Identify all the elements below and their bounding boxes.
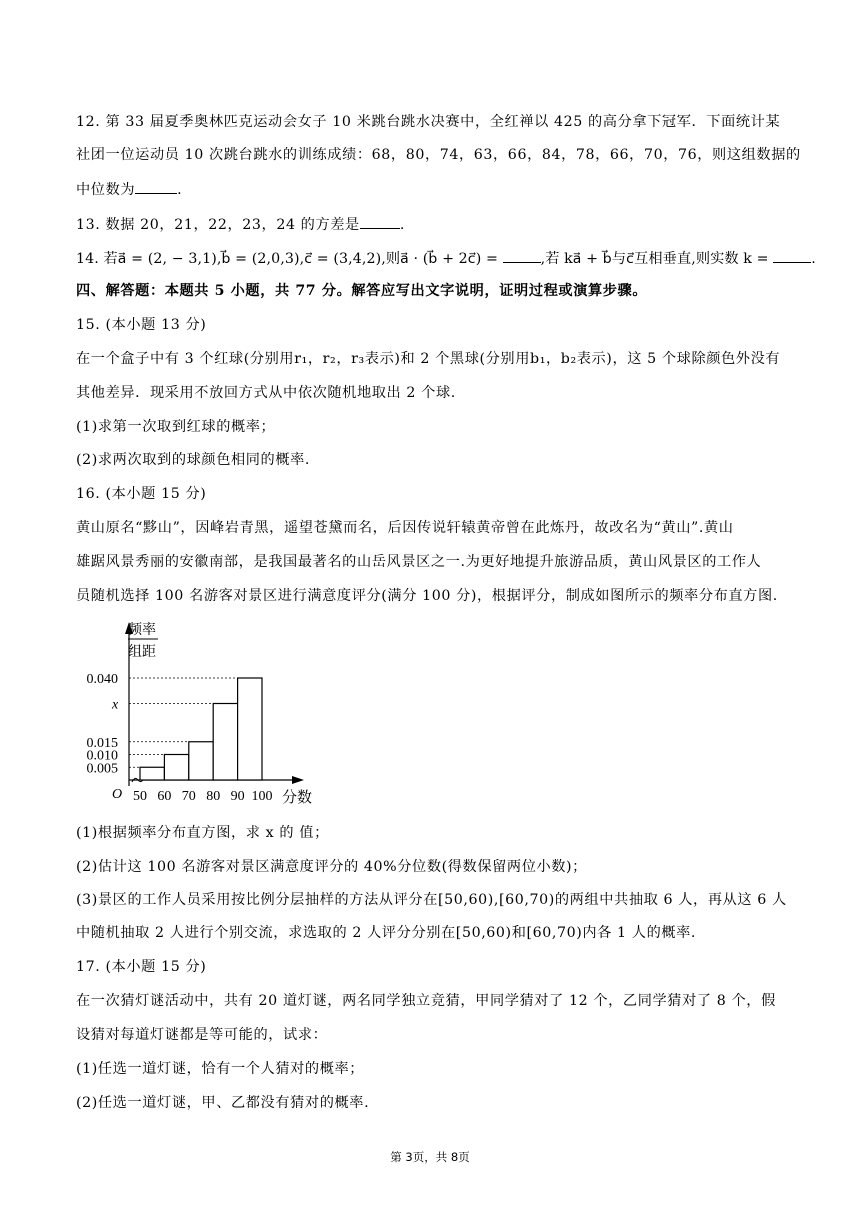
q12-line3-text: 中位数为 [76,182,136,198]
y-label-top: 频率 [128,623,156,638]
x-tick-label: 100 [251,789,273,804]
answer-blank [360,214,400,229]
y-tick-label: 0.010 [86,748,118,764]
q13-text: 13. 数据 20，21，22，23，24 的方差是 [76,217,360,233]
histogram-bar [189,742,213,780]
q14-end: . [811,251,816,267]
q16-head: 16. (本小题 15 分) [76,486,207,502]
q12-line3-end: . [177,182,183,198]
q17-part2: (2)任选一道灯谜，甲、乙都没有猜对的概率. [76,1095,370,1111]
histogram-bar [238,678,262,780]
answer-blank [773,248,811,263]
x-tick-label: 70 [181,789,196,804]
q16-part3-line2: 中随机抽取 2 人进行个别交流，求选取的 2 人评分分别在[50,60)和[60,70)内各 1 人的概率. [76,925,697,941]
q14-text: 14. 若a⃗ = (2, − 3,1),b⃗ = (2,0,3),c⃗ = (3,4,2),则a⃗ · (b⃗ + 2c⃗) = [76,251,498,267]
q16-part3-line1: (3)景区的工作人员采用按比例分层抽样的方法从评分在[50,60),[60,70)的两组中共抽取 6 人，再从这 6 人 [76,892,787,908]
q14-mid: ,若 ka⃗ + b⃗与c⃗互相垂直,则实数 k = [540,251,769,267]
histogram-chart [76,612,336,812]
q16-line2: 雄踞风景秀丽的安徽南部，是我国最著名的山岳风景区之一.为更好地提升旅游品质，黄山风景区的工作人 [76,554,762,570]
q17-part1: (1)任选一道灯谜，恰有一个人猜对的概率； [76,1061,365,1077]
q12-line1: 12. 第 33 届夏季奥林匹克运动会女子 10 米跳台跳水决赛中，全红禅以 425 的高分拿下冠军．下面统计某 [76,114,781,130]
y-tick-label: 0.005 [86,761,118,777]
q13-end: . [399,217,405,233]
histogram-bar [164,755,188,781]
q15-line1: 在一个盒子中有 3 个红球(分别用r₁，r₂，r₃表示)和 2 个黑球(分别用b₁，b₂表示)，这 5 个球除颜色外没有 [76,351,781,367]
histogram-bar [140,767,164,780]
y-tick-label: 0.015 [86,735,118,751]
x-tick-label: 90 [230,789,245,804]
q15-part2: (2)求两次取到的球颜色相同的概率. [76,452,311,468]
origin-label: O [112,787,123,802]
q16-part1: (1)根据频率分布直方图，求 x 的 值； [76,825,329,841]
q16-line3: 员随机选择 100 名游客对景区进行满意度评分(满分 100 分)，根据评分，制成如图所示的频率分布直方图. [76,588,778,604]
answer-blank [503,248,541,263]
q15-part1: (1)求第一次取到红球的概率； [76,419,276,435]
y-label-bottom: 组距 [128,645,156,660]
x-axis-label: 分数 [282,790,313,806]
x-tick-label: 80 [206,789,221,804]
x-tick-label: 60 [157,789,172,804]
page-footer: 第 3页，共 8页 [390,1150,470,1164]
q12-line3 [76,179,788,200]
q14-line [76,248,816,269]
q17-head: 17. (本小题 15 分) [76,959,207,975]
section-heading: 四、解答题：本题共 5 小题，共 77 分。解答应写出文字说明，证明过程或演算步骤。 [76,283,648,299]
q16-line1: 黄山原名“黟山”，因峰岩青黑，遥望苍黛而名，后因传说轩辕黄帝曾在此炼丹，故改名为“黄山”.黄山 [76,520,734,536]
q15-line2: 其他差异．现采用不放回方式从中依次随机地取出 2 个球. [76,385,456,401]
q15-head: 15. (本小题 13 分) [76,317,207,333]
answer-blank [135,179,177,194]
q16-part2: (2)估计这 100 名游客对景区满意度评分的 40%分位数(得数保留两位小数)； [76,859,587,875]
q12-line2: 社团一位运动员 10 次跳台跳水的训练成绩：68，80，74，63，66，84，78，66，70，76，则这组数据的 [76,147,801,163]
x-axis-arrow [292,776,304,784]
y-tick-label: x [112,697,119,713]
y-tick-label: 0.040 [86,672,118,687]
x-tick-label: 50 [133,789,147,804]
q17-line2: 设猜对每道灯谜都是等可能的，试求： [76,1027,328,1043]
q17-line1: 在一次猜灯谜活动中，共有 20 道灯谜，两名同学独立竞猜，甲同学猜对了 12 个，乙同学猜对了 8 个，假 [76,993,776,1009]
q13-line [76,214,788,235]
histogram-bar [213,704,237,781]
